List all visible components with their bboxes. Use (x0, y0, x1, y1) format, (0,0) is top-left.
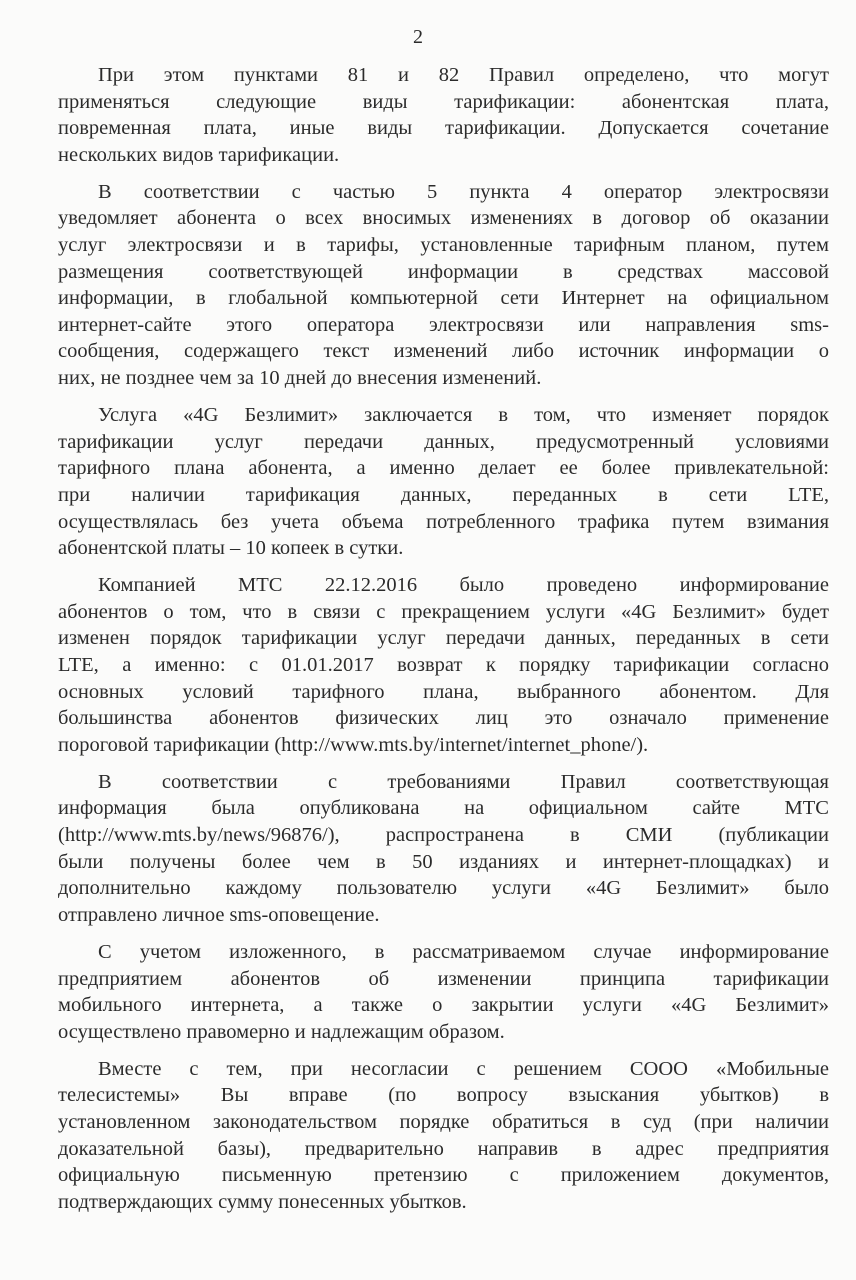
text-line: изменен порядок тарификации услуг передачи данных, переданных в сети (58, 627, 829, 650)
text-line: пороговой тарификации (http://www.mts.by/internet/internet_phone/). (58, 733, 649, 756)
text-line: абонентов о том, что в связи с прекращением услуги «4G Безлимит» будет (58, 600, 829, 623)
text-line: услуг электросвязи и в тарифы, установленные тарифным планом, путем (58, 234, 829, 257)
text-line: абонентской платы – 10 копеек в сутки. (58, 537, 404, 560)
text-line: телесистемы» Вы вправе (по вопросу взыскания убытков) в (58, 1084, 829, 1107)
paragraph (58, 1056, 829, 1216)
text-line: В соответствии с требованиями Правил соответствующая (98, 770, 829, 793)
text-line: отправлено личное sms-оповещение. (58, 903, 380, 926)
text-line: предприятием абонентов об изменении принципа тарификации (58, 967, 829, 990)
text-line: Вместе с тем, при несогласии с решением СООО «Мобильные (98, 1057, 829, 1080)
text-line: нескольких видов тарификации. (58, 143, 340, 166)
paragraph (58, 939, 829, 1045)
paragraph (58, 769, 829, 929)
text-line: подтверждающих сумму понесенных убытков. (58, 1190, 467, 1213)
text-line: повременная плата, иные виды тарификации. Допускается сочетание (58, 117, 829, 140)
text-line: применяться следующие виды тарификации: абонентская плата, (58, 90, 829, 113)
text-line: интернет-сайте этого оператора электросвязи или направления sms- (58, 313, 829, 336)
text-line: LTE, а именно: с 01.01.2017 возврат к порядку тарификации согласно (58, 653, 829, 676)
text-line: официальную письменную претензию с приложением документов, (58, 1164, 829, 1187)
text-line: при наличии тарификация данных, переданных в сети LTE, (58, 483, 829, 506)
text-line: уведомляет абонента о всех вносимых изменениях в договор об оказании (58, 207, 829, 230)
text-line: осуществлено правомерно и надлежащим образом. (58, 1020, 505, 1043)
text-line: размещения соответствующей информации в средствах массовой (58, 260, 829, 283)
text-line: При этом пунктами 81 и 82 Правил определено, что могут (98, 64, 829, 86)
paragraph (58, 179, 829, 392)
text-line: были получены более чем в 50 изданиях и интернет-площадках) и (58, 850, 829, 873)
text-line: дополнительно каждому пользователю услуги «4G Безлимит» было (58, 877, 829, 900)
text-line: информация была опубликована на официальном сайте МТС (58, 797, 829, 820)
text-line: основных условий тарифного плана, выбранного абонентом. Для (58, 680, 829, 703)
text-line: Услуга «4G Безлимит» заключается в том, что изменяет порядок (98, 404, 829, 427)
text-line: В соответствии с частью 5 пункта 4 оператор электросвязи (98, 180, 829, 203)
text-line: доказательной базы), предварительно направив в адрес предприятия (58, 1137, 829, 1160)
text-line: них, не позднее чем за 10 дней до внесения изменений. (58, 367, 542, 390)
text-line: сообщения, содержащего текст изменений либо источник информации о (58, 340, 829, 363)
text-line: большинства абонентов физических лиц это означало применение (58, 707, 829, 730)
paragraph (58, 572, 829, 758)
paragraph (58, 62, 829, 168)
text-line: мобильного интернета, а также о закрытии услуги «4G Безлимит» (58, 994, 829, 1017)
paragraph (58, 402, 829, 562)
text-line: С учетом изложенного, в рассматриваемом случае информирование (98, 940, 829, 963)
page-number: 2 (413, 26, 423, 48)
text-line: установленном законодательством порядке обратиться в суд (при наличии (58, 1110, 829, 1133)
text-line: осуществлялась без учета объема потребленного трафика путем взимания (58, 510, 829, 533)
document-body (58, 62, 829, 1226)
text-line: (http://www.mts.by/news/96876/), распространена в СМИ (публикации (58, 824, 829, 847)
text-line: информации, в глобальной компьютерной сети Интернет на официальном (58, 287, 829, 310)
text-line: тарифного плана абонента, а именно делает ее более привлекательной: (58, 457, 829, 480)
text-line: Компанией МТС 22.12.2016 было проведено информирование (98, 574, 829, 597)
text-line: тарификации услуг передачи данных, предусмотренный условиями (58, 430, 829, 453)
